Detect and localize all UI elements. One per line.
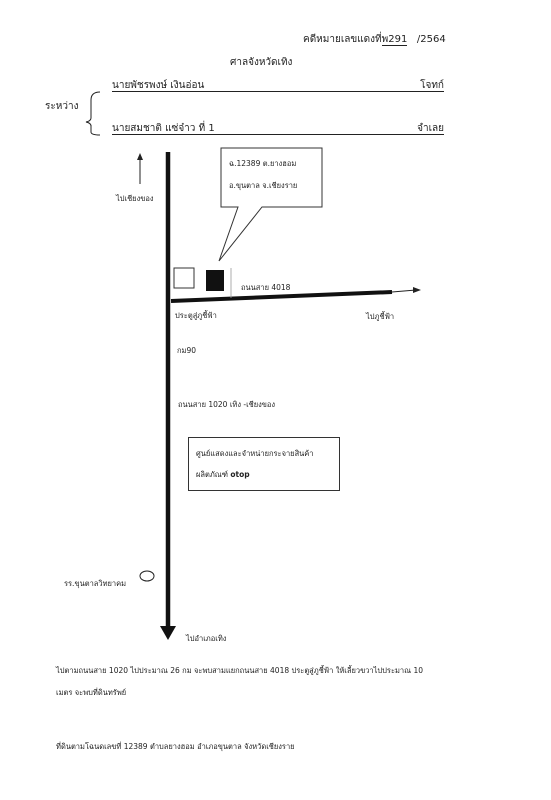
school-marker <box>140 571 154 581</box>
label-to-thoeng: ไปอำเภอเทิง <box>186 634 227 643</box>
label-road-4018: ถนนสาย 4018 <box>241 283 291 292</box>
location-text: ที่ดินตามโฉนดเลขที่ 12389 ตำบลยางฮอม อำเภอขุนตาล จังหวัดเชียงราย <box>56 742 295 751</box>
between-label: ระหว่าง <box>45 101 79 112</box>
defendant-row <box>112 120 444 135</box>
otop-line-2-bold: otop <box>230 470 250 479</box>
subject-plot <box>206 270 224 291</box>
label-road-1020: ถนนสาย 1020 เทิง -เชียงของ <box>178 400 276 409</box>
plaintiff-role: โจทก์ <box>420 80 444 91</box>
label-school: รร.ขุนตาลวิทยาคม <box>64 579 127 588</box>
neighbour-plot <box>174 268 194 288</box>
label-km-marker: กม90 <box>177 346 197 355</box>
plaintiff-name: นายพัชรพงษ์ เงินอ่อน <box>112 80 205 91</box>
defendant-role: จำเลย <box>417 123 444 134</box>
callout-line-2: อ.ขุนตาล จ.เชียงราย <box>229 181 298 190</box>
directions-line-1: ไปตามถนนสาย 1020 ไปประมาณ 26 กม จะพบสามแยกถนนสาย 4018 ประตูสู่ภูชี้ฟ้า ให้เลี้ยวขวาไปประมาณ 10 <box>56 666 424 675</box>
otop-centre-box <box>188 437 340 491</box>
road-4018-arrow-line <box>392 290 416 292</box>
case-number-line <box>303 32 446 47</box>
callout-line-1: ฉ.12389 ต.ยางฮอม <box>229 159 297 168</box>
label-to-chiang-khong: ไปเชียงของ <box>116 194 154 203</box>
case-year: /2564 <box>416 34 446 45</box>
otop-line-2 <box>196 469 250 481</box>
otop-line-1: ศูนย์แสดงและจำหน่ายกระจายสินค้า <box>196 449 314 458</box>
case-number: พ291 <box>381 34 408 45</box>
case-label: คดีหมายเลขแดงที่ <box>303 34 382 45</box>
otop-line-2-prefix: ผลิตภัณฑ์ <box>196 470 228 479</box>
road-1020-arrow <box>160 626 176 640</box>
defendant-name: นายสมชาติ แซ่จ๋าว ที่ 1 <box>112 123 215 134</box>
court-name: ศาลจังหวัดเทิง <box>230 57 293 68</box>
directions-line-2: เมตร จะพบที่ดินทรัพย์ <box>56 688 127 697</box>
label-pratu-phu-chi-fa: ประตูสู่ภูชี้ฟ้า <box>175 311 217 320</box>
parties-bracket <box>86 92 100 135</box>
plaintiff-row <box>112 77 444 92</box>
label-to-phu-chi-fa: ไปภูชี้ฟ้า <box>366 312 395 321</box>
